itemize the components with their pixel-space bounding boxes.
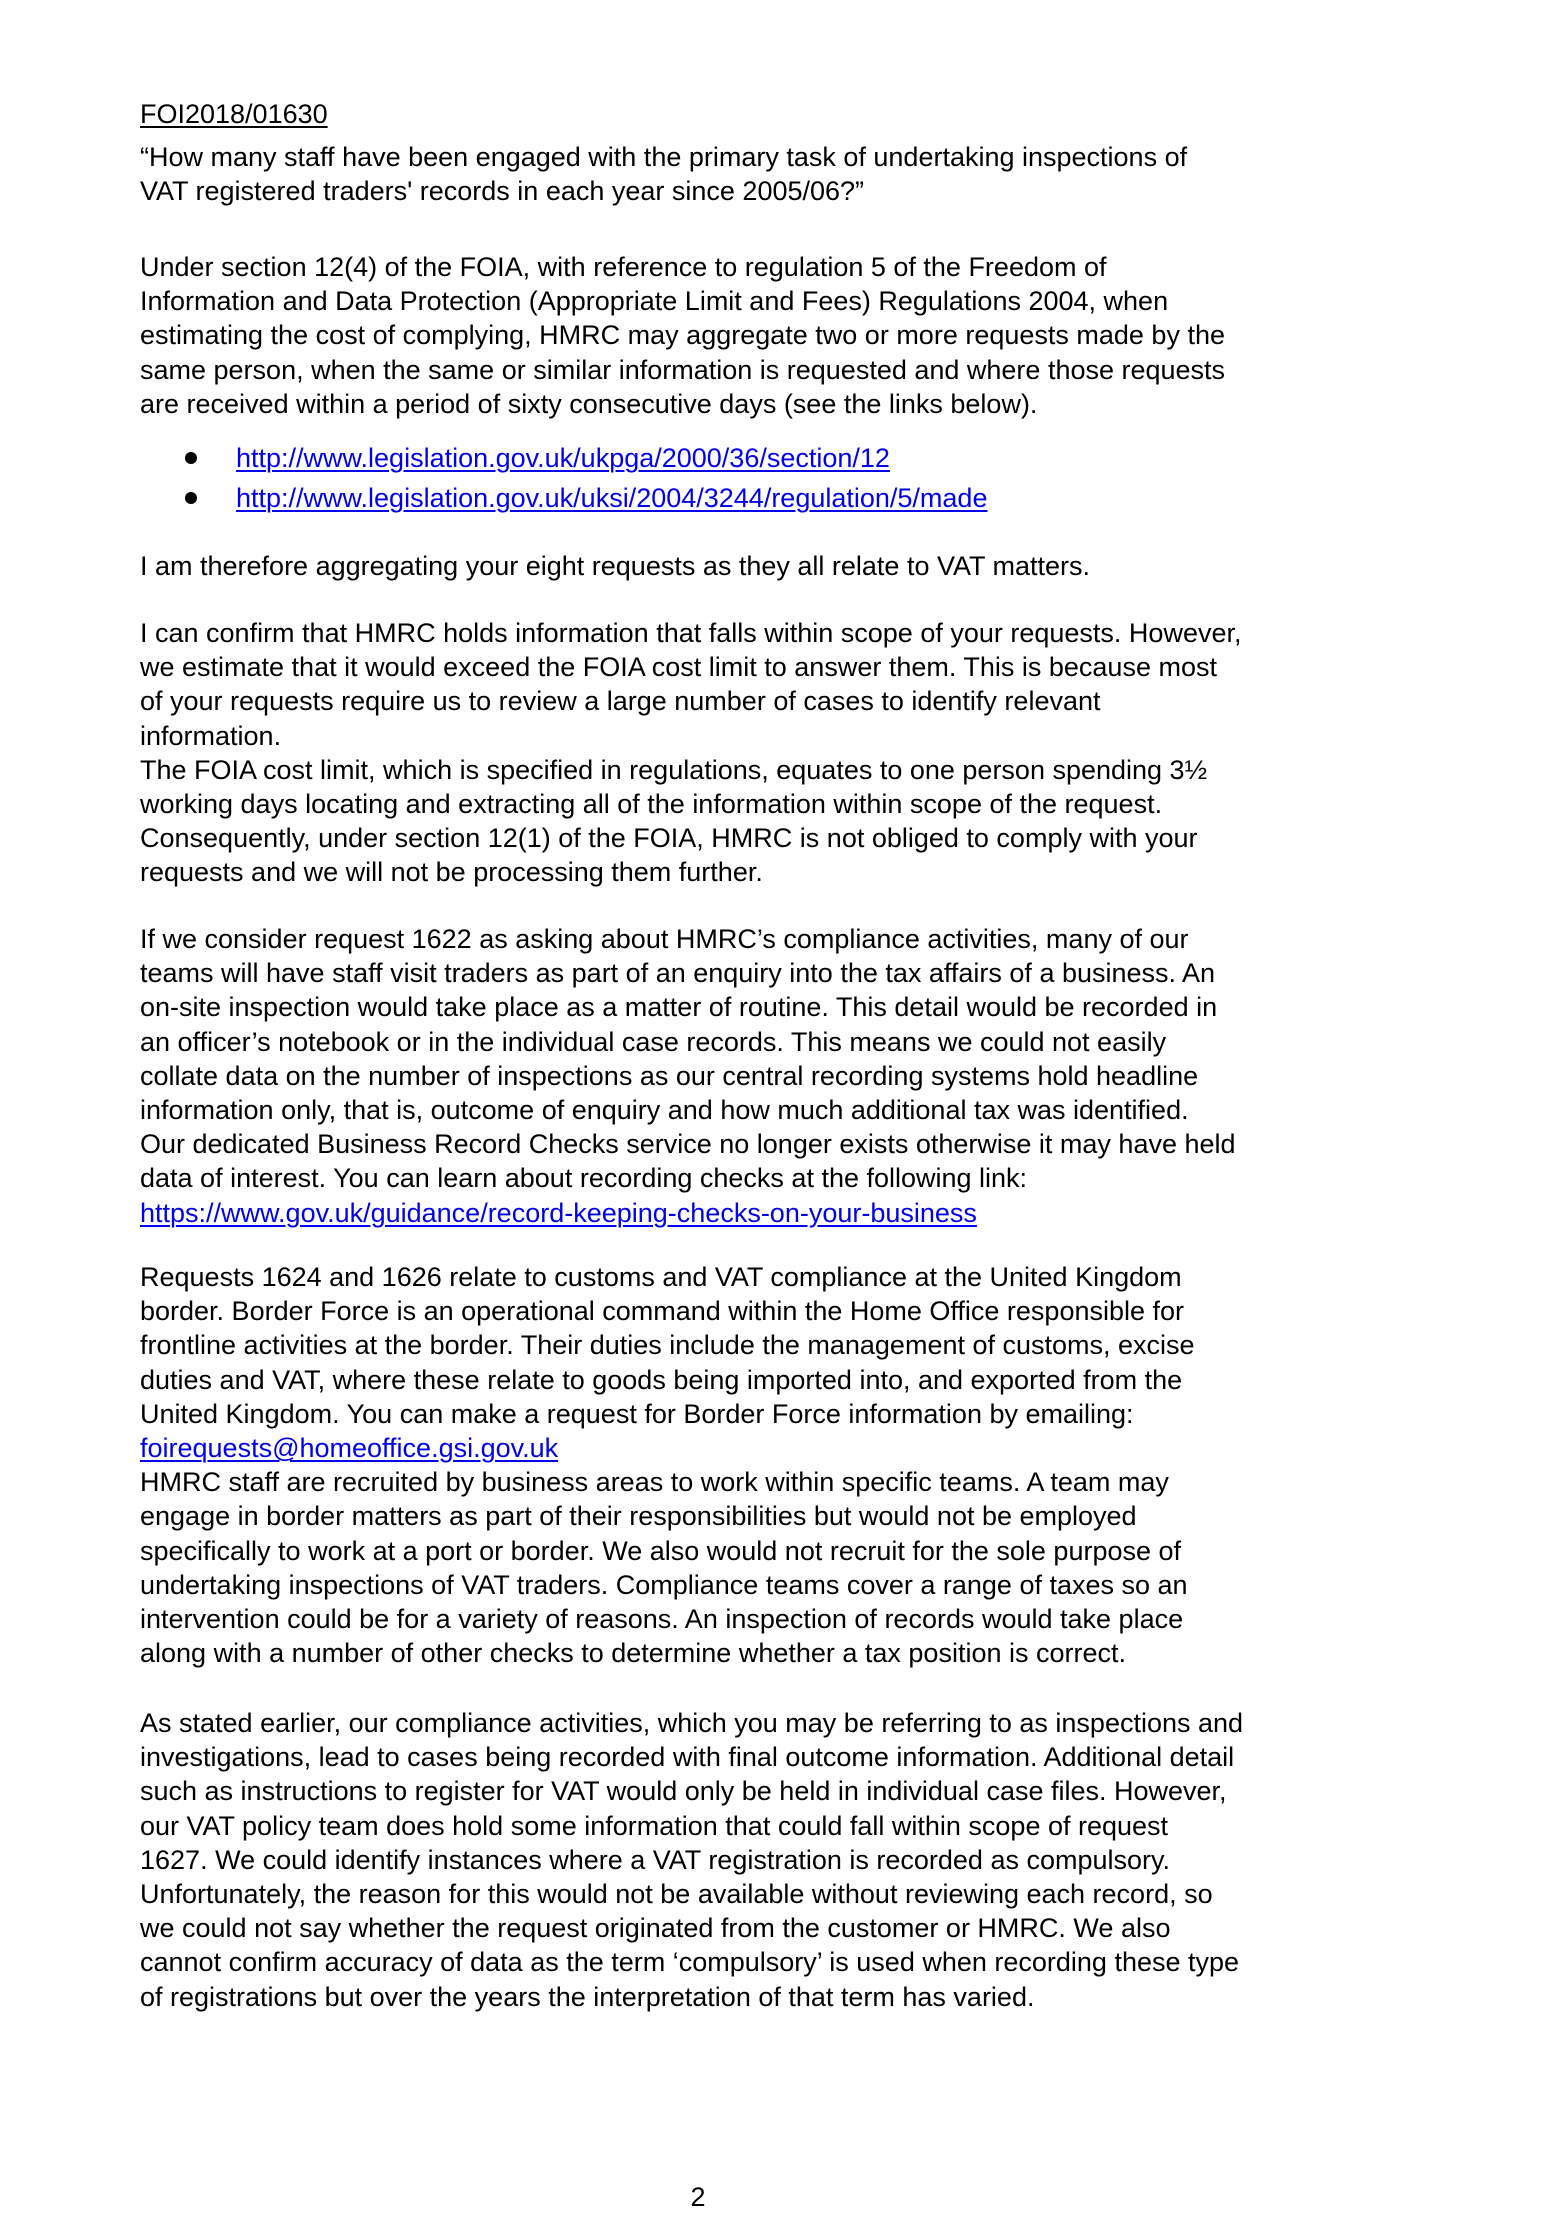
paragraph-line: border. Border Force is an operational command within the Home Office responsible for: [140, 1296, 1185, 1327]
paragraph-line: HMRC staff are recruited by business areas to work within specific teams. A team may: [140, 1467, 1169, 1498]
paragraph-line: information.: [140, 720, 282, 751]
paragraph-line: information only, that is, outcome of enquiry and how much additional tax was identified.: [140, 1094, 1189, 1125]
paragraph-cost-limit: [140, 616, 1241, 890]
paragraph-line: Under section 12(4) of the FOIA, with reference to regulation 5 of the Freedom of: [140, 252, 1107, 282]
paragraph-request-1627: [140, 1706, 1243, 2014]
request-question: [140, 140, 1187, 208]
paragraph-line: an officer’s notebook or in the individual case records. This means we could not easily: [140, 1026, 1167, 1057]
paragraph-line: requests and we will not be processing them further.: [140, 857, 763, 888]
paragraph-line: working days locating and extracting all of the information within scope of the request.: [140, 788, 1163, 819]
paragraph-line: Our dedicated Business Record Checks service no longer exists otherwise it may have held: [140, 1129, 1236, 1160]
paragraph-section-12-4: [140, 250, 1225, 421]
paragraph-line: of your requests require us to review a large number of cases to identify relevant: [140, 686, 1101, 717]
paragraph-line: same person, when the same or similar information is requested and where those requests: [140, 354, 1226, 385]
paragraph-aggregating: [140, 549, 1090, 583]
paragraph-request-1622: [140, 922, 1236, 1230]
paragraph-line: collate data on the number of inspections as our central recording systems hold headline: [140, 1060, 1199, 1091]
paragraph-line: our VAT policy team does hold some information that could fall within scope of request: [140, 1810, 1169, 1841]
bullet-icon: [185, 452, 197, 464]
paragraph-line: frontline activities at the border. Their duties include the management of customs, excise: [140, 1330, 1195, 1361]
record-keeping-checks-link[interactable]: https://www.gov.uk/guidance/record-keeping-checks-on-your-business: [140, 1197, 977, 1228]
question-line: VAT registered traders' records in each year since 2005/06?”: [140, 176, 865, 207]
paragraph-line: we could not say whether the request originated from the customer or HMRC. We also: [140, 1913, 1171, 1944]
paragraph-line: data of interest. You can learn about recording checks at the following link:: [140, 1163, 1028, 1194]
paragraph-line: we estimate that it would exceed the FOIA cost limit to answer them. This is because most: [140, 652, 1217, 683]
page-number: 2: [690, 2182, 706, 2212]
paragraph-line: If we consider request 1622 as asking about HMRC’s compliance activities, many of our: [140, 924, 1189, 954]
paragraph-line: such as instructions to register for VAT would only be held in individual case files. However,: [140, 1776, 1227, 1807]
paragraph-line: Consequently, under section 12(1) of the FOIA, HMRC is not obliged to comply with your: [140, 823, 1198, 854]
paragraph-line: engage in border matters as part of their responsibilities but would not be employed: [140, 1501, 1137, 1532]
paragraph-line: are received within a period of sixty consecutive days (see the links below).: [140, 388, 1038, 419]
paragraph-line: Information and Data Protection (Appropriate Limit and Fees) Regulations 2004, when: [140, 286, 1169, 317]
paragraph-line: As stated earlier, our compliance activities, which you may be referring to as inspections and: [140, 1708, 1244, 1738]
paragraph-line: United Kingdom. You can make a request for Border Force information by emailing:: [140, 1398, 1134, 1429]
paragraph-line: The FOIA cost limit, which is specified in regulations, equates to one person spending 3½: [140, 754, 1208, 785]
paragraph-line: Unfortunately, the reason for this would not be available without reviewing each record, so: [140, 1878, 1213, 1909]
paragraph-line: [140, 1196, 1236, 1230]
question-line: “How many staff have been engaged with the primary task of undertaking inspections of: [140, 142, 1188, 172]
paragraph-line: intervention could be for a variety of reasons. An inspection of records would take place: [140, 1603, 1184, 1634]
paragraph-line: teams will have staff visit traders as part of an enquiry into the tax affairs of a business. An: [140, 958, 1216, 989]
paragraph-line: 1627. We could identify instances where a VAT registration is recorded as compulsory.: [140, 1844, 1171, 1875]
paragraph-line: investigations, lead to cases being recorded with final outcome information. Additional detail: [140, 1742, 1235, 1773]
paragraph-line: of registrations but over the years the interpretation of that term has varied.: [140, 1981, 1035, 2012]
paragraph-line: [140, 1431, 1195, 1465]
paragraph-line: specifically to work at a port or border. We also would not recruit for the sole purpose of: [140, 1535, 1182, 1566]
paragraph-line: cannot confirm accuracy of data as the term ‘compulsory’ is used when recording these type: [140, 1947, 1240, 1978]
foi-reference-number: FOI2018/01630: [140, 99, 328, 129]
foi-reference-block: [140, 97, 328, 131]
paragraph-line: I can confirm that HMRC holds information that falls within scope of your requests. However,: [140, 618, 1242, 648]
legislation-regulation-5-link[interactable]: http://www.legislation.gov.uk/uksi/2004/3244/regulation/5/made: [236, 483, 988, 513]
bullet-icon: [185, 492, 197, 504]
paragraph-line: undertaking inspections of VAT traders. Compliance teams cover a range of taxes so an: [140, 1569, 1188, 1600]
paragraph-line: duties and VAT, where these relate to goods being imported into, and exported from the: [140, 1364, 1183, 1395]
legislation-section-12-link[interactable]: http://www.legislation.gov.uk/ukpga/2000/36/section/12: [236, 443, 890, 473]
paragraph-line: Requests 1624 and 1626 relate to customs and VAT compliance at the United Kingdom: [140, 1262, 1182, 1292]
paragraph-line: on-site inspection would take place as a matter of routine. This detail would be recorded in: [140, 992, 1218, 1023]
border-force-email-link[interactable]: foirequests@homeoffice.gsi.gov.uk: [140, 1432, 559, 1463]
paragraph-line: I am therefore aggregating your eight requests as they all relate to VAT matters.: [140, 551, 1090, 581]
paragraph-line: along with a number of other checks to determine whether a tax position is correct.: [140, 1638, 1127, 1669]
paragraph-line: estimating the cost of complying, HMRC may aggregate two or more requests made by the: [140, 320, 1225, 351]
paragraph-requests-1624-1626: [140, 1260, 1195, 1670]
